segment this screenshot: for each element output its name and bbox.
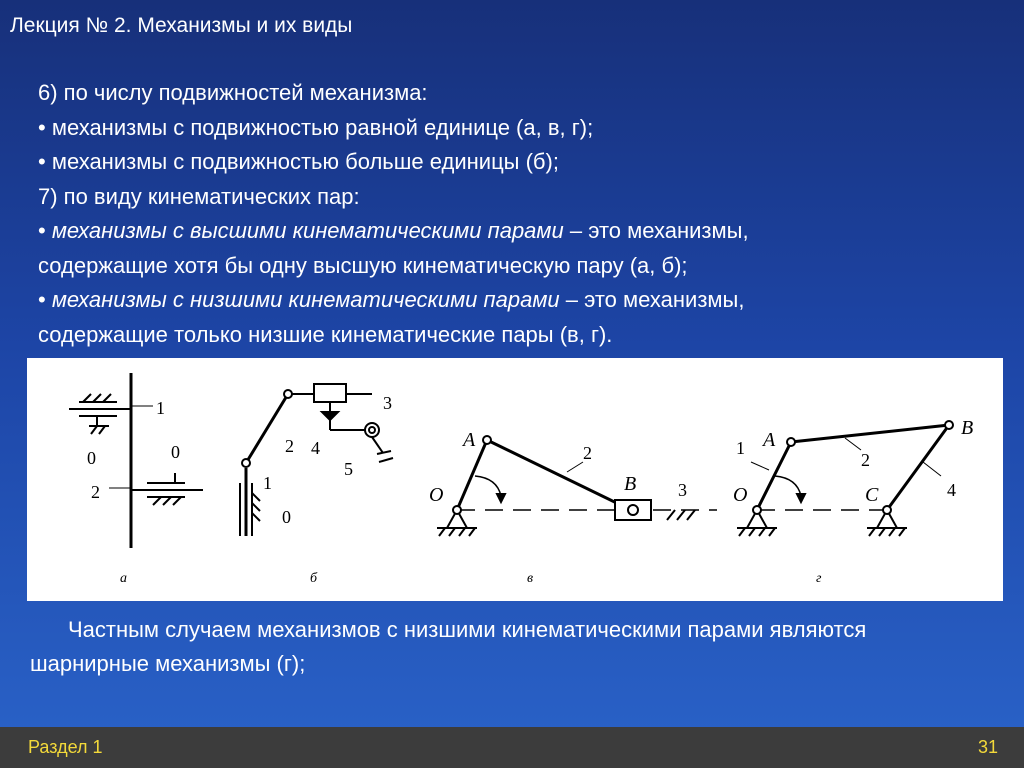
- label: B: [624, 473, 637, 495]
- label: 5: [344, 459, 353, 479]
- text-line: • механизмы с высшими кинематическими парами – это механизмы,: [38, 218, 749, 243]
- label: 0: [282, 507, 291, 527]
- label: A: [463, 429, 476, 451]
- label: O: [429, 484, 444, 506]
- label: 4: [947, 480, 956, 500]
- text-line: 6) по числу подвижностей механизма:: [38, 80, 428, 105]
- label: 4: [311, 438, 320, 458]
- mechanism-diagrams: [27, 358, 1003, 601]
- text-line: • механизмы с подвижностью больше единицы (б);: [38, 149, 559, 174]
- italic-term: механизмы с высшими кинематическими парами: [51, 218, 564, 243]
- label: A: [763, 429, 776, 451]
- text-line: • механизмы с подвижностью равной единице (а, в, г);: [38, 114, 594, 140]
- label: 1: [263, 473, 272, 493]
- label: 0: [87, 448, 96, 468]
- text-line: содержащие только низшие кинематические пары (в, г).: [38, 321, 613, 347]
- diagram-v: [437, 436, 717, 536]
- label: 3: [383, 393, 392, 413]
- label: C: [865, 484, 879, 506]
- label: 0: [171, 442, 180, 462]
- label: B: [961, 417, 974, 439]
- caption: г: [816, 571, 822, 586]
- page-number: 31: [977, 737, 998, 757]
- label: 1: [736, 438, 745, 458]
- caption: в: [527, 571, 534, 586]
- label: 2: [285, 436, 294, 456]
- slide-title: Лекция № 2. Механизмы и их виды: [10, 14, 353, 37]
- text-line: • механизмы с низшими кинематическими парами – это механизмы,: [38, 287, 745, 312]
- italic-term: механизмы с низшими кинематическими парами: [51, 287, 560, 312]
- label: 2: [861, 450, 870, 470]
- paragraph-text: Частным случаем механизмов с низшими кинематическими парами являются шарнирные механизмы (г);: [30, 617, 867, 676]
- text-line: содержащие хотя бы одну высшую кинематическую пару (а, б);: [38, 252, 688, 278]
- label: 2: [91, 482, 100, 502]
- label: 2: [583, 443, 592, 463]
- label: O: [733, 484, 748, 506]
- mechanism-figure: [27, 358, 1003, 601]
- closing-paragraph: [30, 613, 990, 681]
- text-line: 7) по виду кинематических пар:: [38, 183, 360, 209]
- section-label: Раздел 1: [28, 737, 103, 757]
- caption: а: [120, 571, 127, 586]
- label: 1: [156, 398, 165, 418]
- content-text: [38, 76, 998, 352]
- diagram-b: [240, 384, 393, 536]
- caption: б: [310, 571, 318, 586]
- label: 3: [678, 480, 687, 500]
- footer-bar: [0, 727, 1024, 768]
